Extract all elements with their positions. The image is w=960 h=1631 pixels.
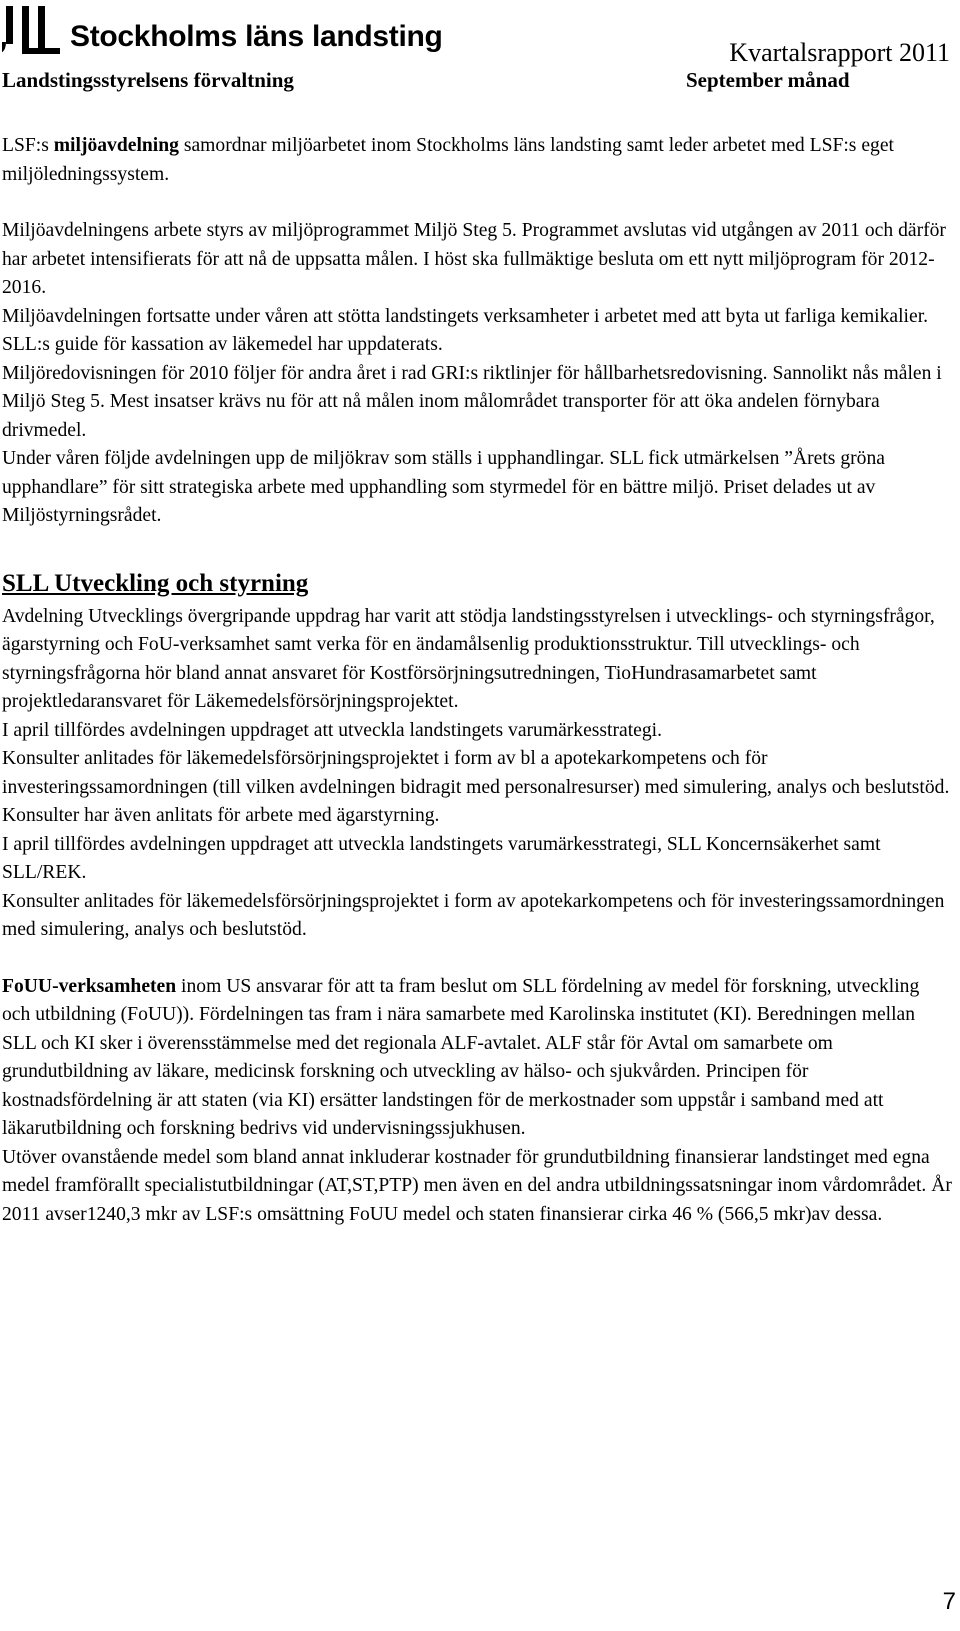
- report-title: Kvartalsrapport 2011: [729, 38, 950, 67]
- paragraph: Utöver ovanstående medel som bland annat inkluderar kostnader för grundutbildning finansierar landstinget med egna medel framförallt specialistutbildningar (AT,ST,PTP) men även en del andra utbildningssatsningar inom vårdområdet. År 2011 avser1240,3 mkr av LSF:s omsättning FoUU medel och staten finansierar cirka 46 % (566,5 mkr)av dessa.: [2, 1146, 952, 1225]
- paragraph-fouu: FoUU-verksamheten inom US ansvarar för att ta fram beslut om SLL fördelning av medel för forskning, utveckling och utbildning (FoUU)). Fördelningen tas fram i nära samarbete med Karolinska institutet (KI). Beredningen mellan SLL och KI sker i överensstämmelse med det regionala ALF-avtalet. ALF står för Avtal om samarbete om grundutbildning av läkare, medicinsk forskning och utveckling av hälso- och sjukvården. Principen för kostnadsfördelning är att staten (via KI) ersätter landstingen för de merkostnader som uppstår i samband med att läkarutbildning och forskning bedrivs vid undervisningssjukhusen.: [2, 975, 920, 1139]
- paragraph: Miljöavdelningens arbete styrs av miljöprogrammet Miljö Steg 5. Programmet avslutas vid utgången av 2011 och därför har arbetet intensifierats för att nå de uppsatta målen. I höst ska fullmäktige besluta om ett nytt miljöprogram för 2012-2016.: [2, 220, 946, 298]
- paragraph: Avdelning Utvecklings övergripande uppdrag har varit att stödja landstingsstyrelsen i utvecklings- och styrningsfrågor, ägarstyrning och FoU-verksamhet samt verka för en ändamålsenlig produktionsstruktur. Till utvecklings- och styrningsfrågorna hör bland annat ansvaret för Kostförsörjningsutredningen, TioHundrasamarbetet samt projektledaransvaret för Läkemedelsförsörjningsprojektet.: [2, 605, 935, 712]
- paragraph: Under våren följde avdelningen upp de miljökrav som ställs i upphandlingar. SLL fick utmärkelsen ”Årets gröna upphandlare” för sitt strategiska arbete med upphandling som styrmedel för en bättre miljö. Priset delades ut av Miljöstyrningsrådet.: [2, 448, 885, 526]
- report-month: September månad: [686, 68, 850, 92]
- section-heading: SLL Utveckling och styrning: [2, 569, 309, 597]
- document-body: [2, 132, 952, 1229]
- organization-name: Landstingsstyrelsens förvaltning: [2, 68, 294, 92]
- logo-text: Stockholms läns landsting: [70, 20, 443, 53]
- page-header: [0, 0, 960, 110]
- paragraph: Konsulter anlitades för läkemedelsförsörjningsprojektet i form av apotekarkompetens och för investeringssamordningen med simulering, analys och beslutstöd.: [2, 890, 945, 940]
- paragraph: I april tillfördes avdelningen uppdraget att utveckla landstingets varumärkesstrategi, SLL Koncernsäkerhet samt SLL/REK.: [2, 833, 881, 883]
- paragraph-miljoavdelning: LSF:s miljöavdelning samordnar miljöarbetet inom Stockholms läns landsting samt leder arbetet med LSF:s eget miljöledningssystem.: [2, 135, 894, 185]
- page-number: 7: [942, 1588, 956, 1615]
- logo: [2, 4, 443, 58]
- paragraph: Konsulter anlitades för läkemedelsförsörjningsprojektet i form av bl a apotekarkompetens och för investeringssamordningen (till vilken avdelningen bidragit med personalresurser) med simulering, analys och beslutstöd. Konsulter har även anlitats för arbete med ägarstyrning.: [2, 748, 950, 826]
- paragraph: I april tillfördes avdelningen uppdraget att utveckla landstingets varumärkesstrategi.: [2, 719, 662, 741]
- bold-term: FoUU-verksamheten: [2, 975, 177, 997]
- paragraph: Miljöavdelningen fortsatte under våren att stötta landstingets verksamheter i arbetet med att byta ut farliga kemikalier. SLL:s guide för kassation av läkemedel har uppdaterats.: [2, 305, 929, 355]
- sll-logo-icon: [2, 4, 60, 58]
- bold-term: miljöavdelning: [53, 135, 179, 156]
- paragraph: Miljöredovisningen för 2010 följer för andra året i rad GRI:s riktlinjer för hållbarhetsredovisning. Sannolikt nås målen i Miljö Steg 5. Mest insatser krävs nu för att nå målen inom målområdet transporter för att öka andelen förnybara drivmedel.: [2, 362, 942, 441]
